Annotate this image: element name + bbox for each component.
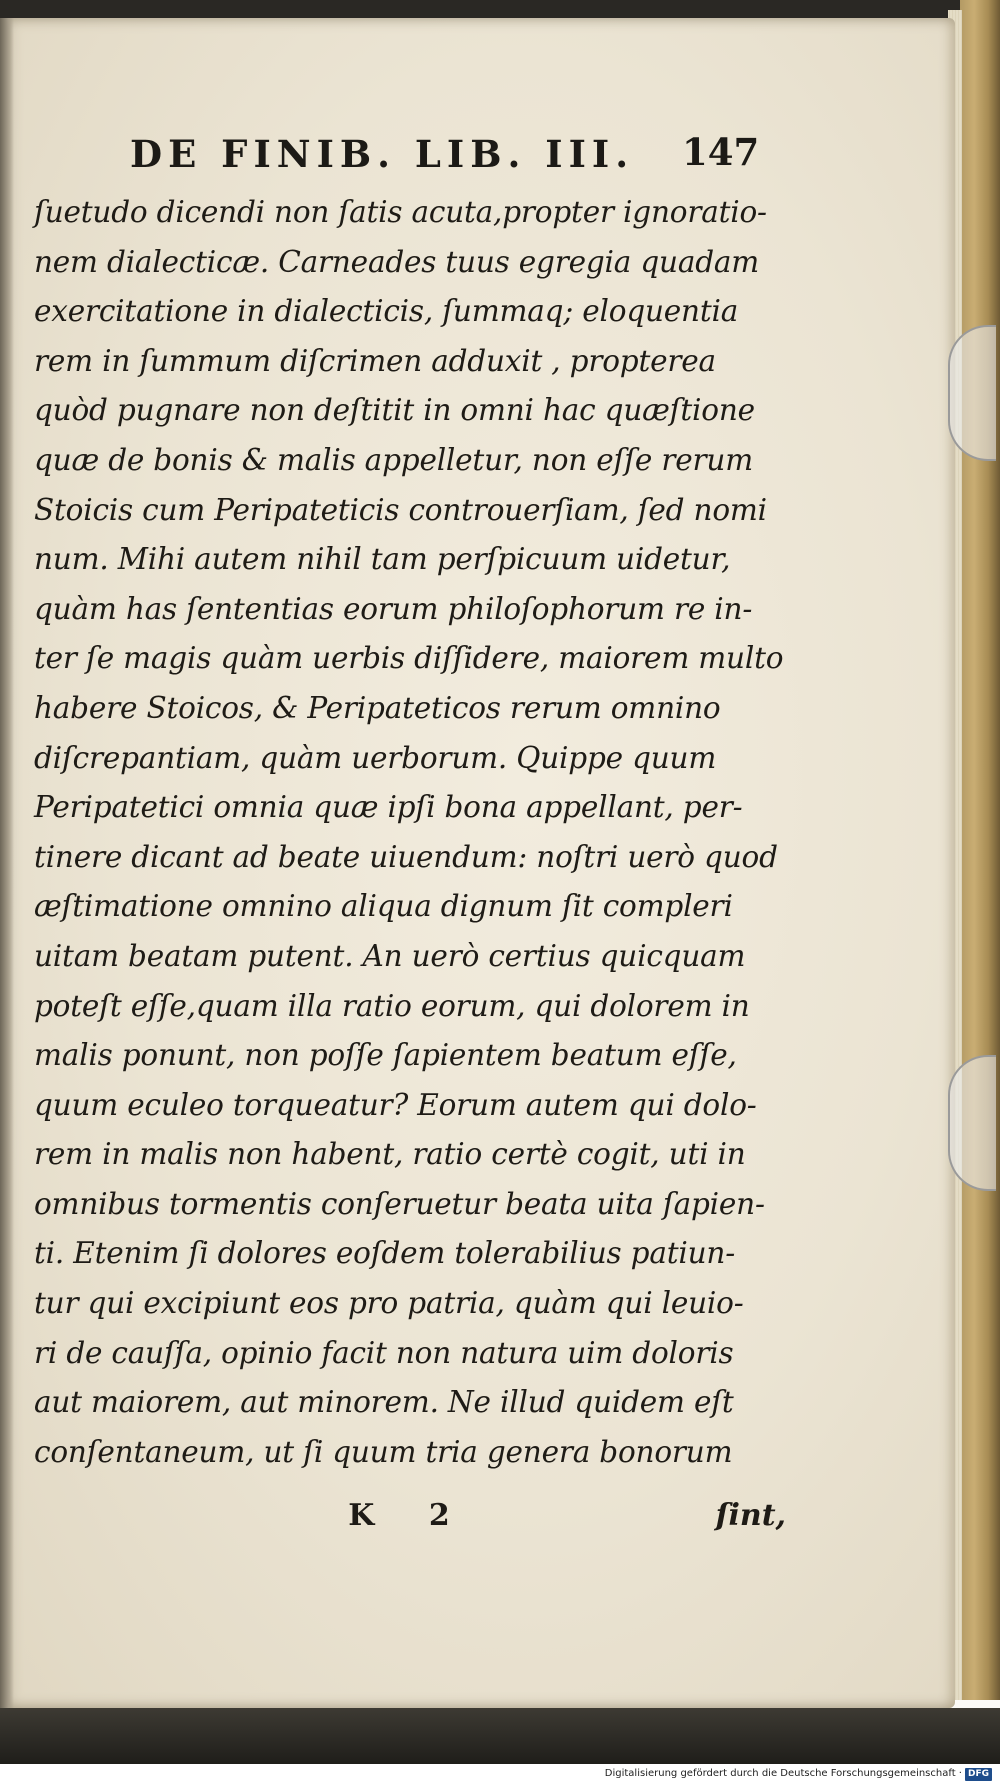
text-line: ri de cauſſa, opinio facit non natura uim doloris (34, 1335, 734, 1370)
text-line: omnibus tormentis conſeruetur beata uita ſapien- (34, 1186, 765, 1221)
text-line: conſentaneum, ut ſi quum tria genera bonorum (34, 1434, 733, 1469)
text-line: poteſt eſſe,quam illa ratio eorum, qui dolorem in (34, 988, 750, 1023)
text-line: tinere dicant ad beate uiuendum: noſtri uerò quod (34, 839, 778, 874)
running-head: DE FINIB. LIB. III. (130, 132, 635, 176)
text-line: Peripatetici omnia quæ ipſi bona appellant, per- (34, 790, 743, 825)
text-line: ti. Etenim ſi dolores eoſdem tolerabilius patiun- (34, 1236, 735, 1271)
text-line: ter ſe magis quàm uerbis diſſidere, maiorem multo (34, 641, 784, 676)
page-clip-icon (948, 325, 996, 461)
text-line: rem in malis non habent, ratio certè cogit, uti in (34, 1137, 746, 1172)
body-text (34, 188, 786, 1477)
dfg-logo-icon: DFG (965, 1768, 992, 1781)
text-line: habere Stoicos, & Peripateticos rerum omnino (34, 690, 721, 725)
bottom-shadow (0, 1708, 1000, 1764)
credit-text: Digitalisierung gefördert durch die Deutsche Forschungsgemeinschaft · (604, 1768, 962, 1779)
page-footer-marks (34, 1498, 786, 1550)
funding-credit (605, 1766, 992, 1782)
text-line: num. Mihi autem nihil tam perſpicuum uidetur, (34, 542, 731, 577)
text-line: quæ de bonis & malis appelletur, non eſſe rerum (34, 442, 753, 477)
text-line: malis ponunt, non poſſe ſapientem beatum eſſe, (34, 1038, 737, 1073)
text-line: quòd pugnare non deſtitit in omni hac quæſtione (34, 393, 755, 428)
page-clip-icon (948, 1055, 996, 1191)
text-line: tur qui excipiunt eos pro patria, quàm qui leuio- (34, 1286, 744, 1321)
text-line: quum eculeo torqueatur? Eorum autem qui dolo- (34, 1087, 757, 1122)
text-line: nem dialecticæ. Carneades tuus egregia quadam (34, 244, 760, 279)
text-line: diſcrepantiam, quàm uerborum. Quippe quum (34, 740, 717, 775)
text-line: uitam beatam putent. An uerò certius quicquam (34, 938, 746, 973)
text-line: quàm has ſententias eorum philoſophorum re in- (34, 591, 753, 626)
text-line: æſtimatione omnino aliqua dignum ſit compleri (34, 889, 733, 924)
text-line: exercitatione in dialecticis, ſummaq; eloquentia (34, 294, 739, 329)
page-gutter (0, 18, 14, 1708)
text-line: ſuetudo dicendi non ſatis acuta,propter ignoratio- (34, 195, 767, 229)
book-cover-edge (960, 0, 1000, 1700)
catchword: ſint, (715, 1498, 786, 1533)
page-number: 147 (682, 130, 760, 174)
text-line: Stoicis cum Peripateticis controuerſiam, ſed nomi (34, 492, 767, 527)
signature-mark: K 2 (348, 1498, 472, 1533)
text-line: rem in ſummum diſcrimen adduxit , propterea (34, 343, 716, 378)
text-line: aut maiorem, aut minorem. Ne illud quidem eſt (34, 1385, 734, 1420)
